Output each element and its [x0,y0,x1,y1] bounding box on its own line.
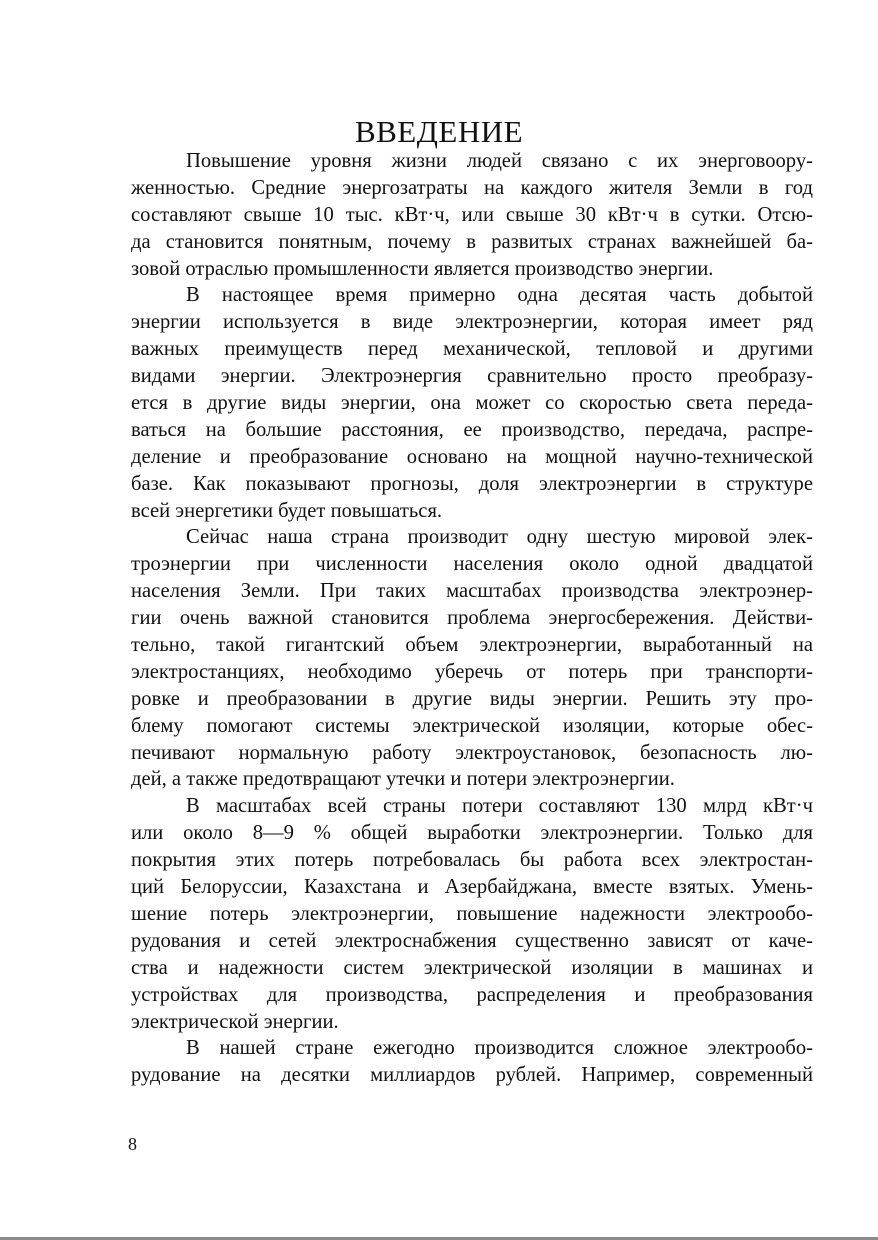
text-line: тельно, такой гигантский объем электроэнергии, выработанный на [131,634,813,657]
text-line: дей, а также предотвращают утечки и потери электроэнергии. [131,768,675,791]
text-line: шение потерь электроэнергии, повышение надежности электрообо- [131,902,813,925]
text-line: деление и преобразование основано на мощной научно-технической [131,445,813,468]
text-line: блему помогают системы электрической изоляции, которые обес- [131,714,813,737]
text-line: важных преимуществ перед механической, тепловой и другими [131,338,813,361]
paragraph [131,282,813,524]
text-line: или около 8—9 % общей выработки электроэнергии. Только для [131,822,813,845]
text-line: ства и надежности систем электрической изоляции в машинах и [131,956,813,979]
page-title: ВВЕДЕНИЕ [354,114,524,149]
text-line: ций Белоруссии, Казахстана и Азербайджана, вместе взятых. Умень- [131,876,813,899]
text-line: покрытия этих потерь потребовалась бы работа всех электростан- [131,849,813,872]
text-line: женностью. Средние энергозатраты на каждого жителя Земли в год [131,176,813,199]
paragraph [131,524,813,793]
text-line: В нашей стране ежегодно производится сложное электрообо- [186,1037,813,1060]
text-line: печивают нормальную работу электроустановок, безопасность лю- [131,741,813,764]
text-line: электрической энергии. [131,1010,339,1033]
text-line: составляют свыше 10 тыс. кВт·ч, или свыше 30 кВт·ч в сутки. Отсю- [131,203,813,226]
text-line: рудование на десятки миллиардов рублей. Например, современный [131,1064,813,1087]
text-line: энергии используется в виде электроэнергии, которая имеет ряд [131,311,813,334]
body-text [131,148,813,1089]
text-line: базе. Как показывают прогнозы, доля электроэнергии в структуре [131,472,813,495]
paragraph [131,148,813,282]
text-line: ваться на большие расстояния, ее производство, передача, распре- [131,418,813,441]
text-line: Повышение уровня жизни людей связано с их энерговоору- [186,150,813,172]
text-line: всей энергетики будет повышаться. [131,499,443,522]
text-line: В настоящее время примерно одна десятая часть добытой [186,284,813,307]
text-line: гии очень важной становится проблема энергосбережения. Действи- [131,607,813,630]
text-line: видами энергии. Электроэнергия сравнительно просто преобразу- [131,365,813,388]
text-line: ровке и преобразовании в другие виды энергии. Решить эту про- [131,687,813,710]
text-line: рудования и сетей электроснабжения существенно зависят от каче- [131,929,813,952]
paragraph [131,793,813,1035]
paragraph [131,1035,813,1089]
text-line: электростанциях, необходимо уберечь от потерь при транспорти- [131,660,813,683]
text-line: Сейчас наша страна производит одну шестую мировой элек- [186,526,813,549]
text-line: В масштабах всей страны потери составляют 130 млрд кВт·ч [186,795,813,818]
page-number: 8 [128,1134,137,1154]
text-line: ется в другие виды энергии, она может со скоростью света переда- [131,392,813,415]
text-line: да становится понятным, почему в развитых странах важнейшей ба- [131,230,813,253]
text-line: устройствах для производства, распределения и преобразования [131,983,813,1006]
text-line: зовой отраслью промышленности является производство энергии. [131,257,714,280]
text-line: троэнергии при численности населения около одной двадцатой [131,553,813,576]
text-line: населения Земли. При таких масштабах производства электроэнер- [131,580,813,603]
